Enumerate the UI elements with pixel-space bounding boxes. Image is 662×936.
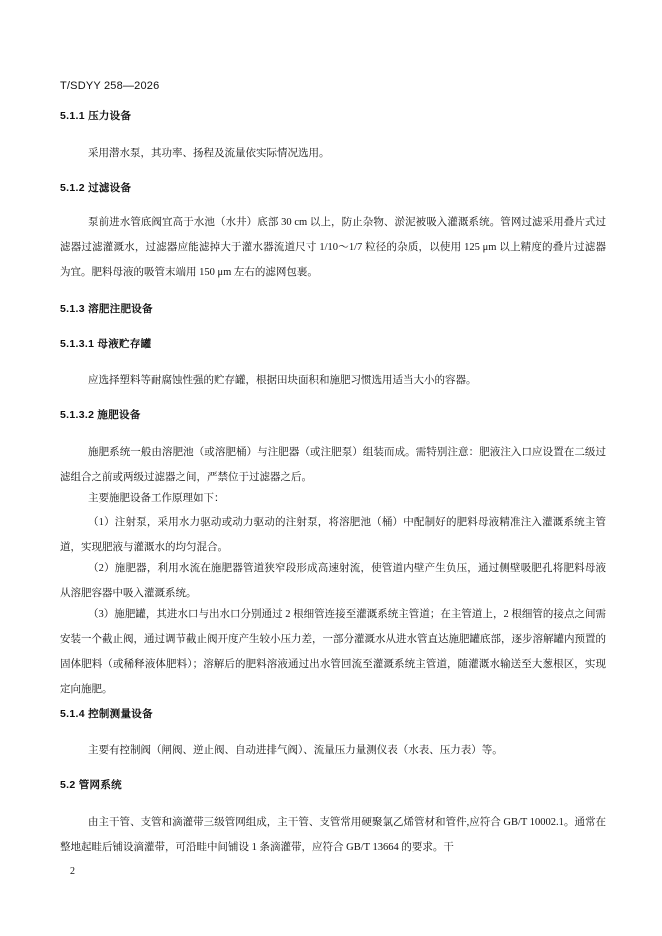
heading-5-1-3-2: 5.1.3.2 施肥设备 (60, 409, 141, 421)
paragraph-storage-tank: 应选择塑料等耐腐蚀性强的贮存罐，根据田块面积和施肥习惯选用适当大小的容器。 (88, 375, 477, 386)
paragraph-fertilizer-tank: （3）施肥罐，其进水口与出水口分别通过 2 根细管连接至灌溉系统主管道；在主管道上，2 根细管的接点之间需安装一个截止阀，通过调节截止阀开度产生较小压力差，一部分灌溉水从进水管直达施肥罐底部，逐步溶解罐内预置的固体肥料（或稀释液体肥料）；溶解后的肥料溶液通过出水管回流至灌溉系统主管道，随灌溉水输送至大葱根区，实现定向施肥。 (60, 609, 606, 695)
document-code: T/SDYY 258—2026 (60, 80, 160, 92)
page-number: 2 (70, 866, 75, 877)
paragraph-principle-intro: 主要施肥设备工作原理如下： (88, 493, 225, 504)
paragraph-pressure-equipment: 采用潜水泵，其功率、扬程及流量依实际情况选用。 (88, 148, 330, 159)
heading-5-1-4: 5.1.4 控制测量设备 (60, 708, 153, 720)
paragraph-venturi-injector: （2）施肥器，利用水流在施肥器管道狭窄段形成高速射流，使管道内壁产生负压，通过侧壁吸肥孔将肥料母液从溶肥容器中吸入灌溉系统。 (60, 563, 606, 599)
heading-5-1-3-1: 5.1.3.1 母液贮存罐 (60, 338, 152, 350)
paragraph-fertilizer-system: 施肥系统一般由溶肥池（或溶肥桶）与注肥器（或注肥泵）组装而成。需特别注意：肥液注入口应设置在二级过滤组合之前或两级过滤器之间，严禁位于过滤器之后。 (60, 447, 606, 483)
heading-5-1-2: 5.1.2 过滤设备 (60, 182, 132, 194)
heading-5-2: 5.2 管网系统 (60, 779, 122, 791)
heading-5-1-3: 5.1.3 溶肥注肥设备 (60, 303, 153, 315)
paragraph-filter-equipment: 泵前进水管底阀宜高于水池（水井）底部 30 cm 以上，防止杂物、淤泥被吸入灌溉系统。管网过滤采用叠片式过滤器过滤灌溉水，过滤器应能滤掉大于灌水器流道尺寸 1/10～1/7 粒径的杂质，以使用 125 μm 以上精度的叠片过滤器为宜。肥料母液的吸管末端用 150 μm 左右的滤网包裹。 (60, 217, 606, 278)
paragraph-control-measurement: 主要有控制阀（闸阀、逆止阀、自动进排气阀）、流量压力量测仪表（水表、压力表）等。 (88, 745, 503, 756)
paragraph-pipe-network: 由主干管、支管和滴灌带三级管网组成，主干管、支管常用硬聚氯乙烯管材和管件,应符合 GB/T 10002.1。通常在整地起畦后铺设滴灌带，可沿畦中间铺设 1 条滴灌带，应符合 GB/T 13664 的要求。干 (60, 817, 606, 853)
paragraph-injection-pump: （1）注射泵，采用水力驱动或动力驱动的注射泵，将溶肥池（桶）中配制好的肥料母液精准注入灌溉系统主管道，实现肥液与灌溉水的均匀混合。 (60, 517, 606, 553)
heading-5-1-1: 5.1.1 压力设备 (60, 110, 132, 122)
